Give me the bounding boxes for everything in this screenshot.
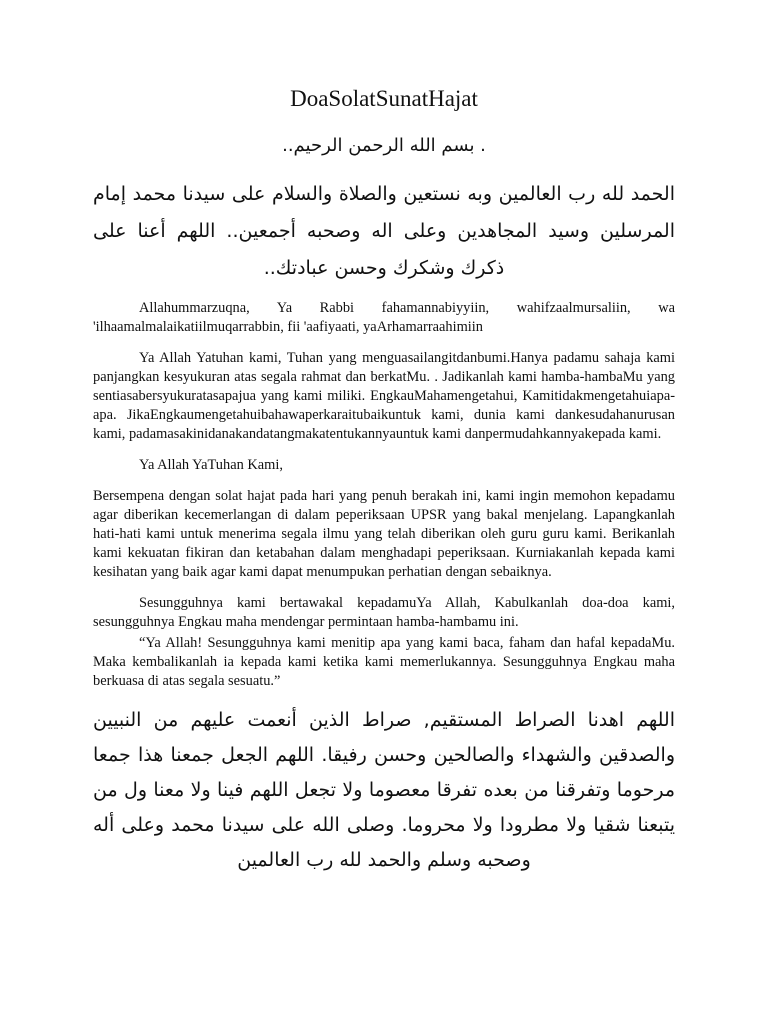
arabic-opening-prayer: الحمد لله رب العالمين وبه نستعين والصلاة والسلام على سيدنا محمد إمام المرسلين وسيد المجاهدين وعلى اله وصحبه أجمعين.. اللهم أعنا على ذكرك وشكرك وحسن عبادتك..	[93, 183, 675, 279]
prayer-paragraph-gratitude: Ya Allah Yatuhan kami, Tuhan yang menguasailangitdanbumi.Hanya padamu sahaja kami panjangkan kesyukuran atas segala rahmat dan berkatMu. . Jadikanlah kami hamba-hambaMu yang sentiasabersyukuratasapajua yang kami miliki. EngkauMahamengetahui, Kamitidakmengetahuiapa-apa. JikaEngkaumengetahuibahawaperkaraitubaikuntuk kami, dunia kami dankesudahanurusan kami, padamasakinidanakandatangmakatentukannyauntuk kami danpermudahkannyakepada kami.	[93, 350, 675, 442]
prayer-paragraph-quote: “Ya Allah! Sesungguhnya kami menitip apa yang kami baca, faham dan hafal kepadaMu. Maka kembalikanlah ia kepada kami ketika kami memerlukannya. Sesungguhnya Engkau maha berkuasa di atas segala sesuatu.”	[93, 635, 675, 689]
document-title: DoaSolatSunatHajat	[290, 86, 478, 111]
prayer-paragraph-address: Ya Allah YaTuhan Kami,	[139, 457, 283, 473]
transliteration-paragraph: Allahummarzuqna, Ya Rabbi fahamannabiyyiin, wahifzaalmursaliin, wa 'ilhaamalmalaikatiilmuqarrabbin, fii 'aafiyaati, yaArhamarraahimiin	[93, 300, 675, 335]
arabic-closing-prayer: اللهم اهدنا الصراط المستقيم, صراط الذين أنعمت عليهم من النبيين والصدقين والشهداء والصالحين وحسن رفيقا. اللهم الجعل جمعنا هذا جمعا مرحوما وتفرقنا من بعده تفرقا معصوما ولا تجعل اللهم فينا ولا معنا ول من يتبعنا شقيا ولا مطرودا ولا محروما. وصلى الله على سيدنا محمد وعلى أله وصحبه وسلم والحمد لله رب العالمين	[93, 709, 675, 871]
document-page	[93, 85, 675, 878]
prayer-paragraph-exam: Bersempena dengan solat hajat pada hari yang penuh berakah ini, kami ingin memohon kepadamu agar diberikan kecemerlangan di dalam peperiksaan UPSR yang bakal menjelang. Lapangkanlah hati-hati kami untuk menerima segala ilmu yang telah diberikan oleh guru guru kami. Berikanlah kami kekuatan fikiran dan ketabahan dalam menghadapi peperiksaan. Kurniakanlah kepada kami kesihatan yang baik agar kami dapat menumpukan perhatian dengan sebaiknya.	[93, 488, 675, 580]
arabic-bismillah: . بسم الله الرحمن الرحيم..	[282, 135, 486, 156]
prayer-paragraph-tawakal: Sesungguhnya kami bertawakal kepadamuYa Allah, Kabulkanlah doa-doa kami, sesungguhnya Engkau maha mendengar permintaan hamba-hambamu ini.	[93, 595, 675, 630]
